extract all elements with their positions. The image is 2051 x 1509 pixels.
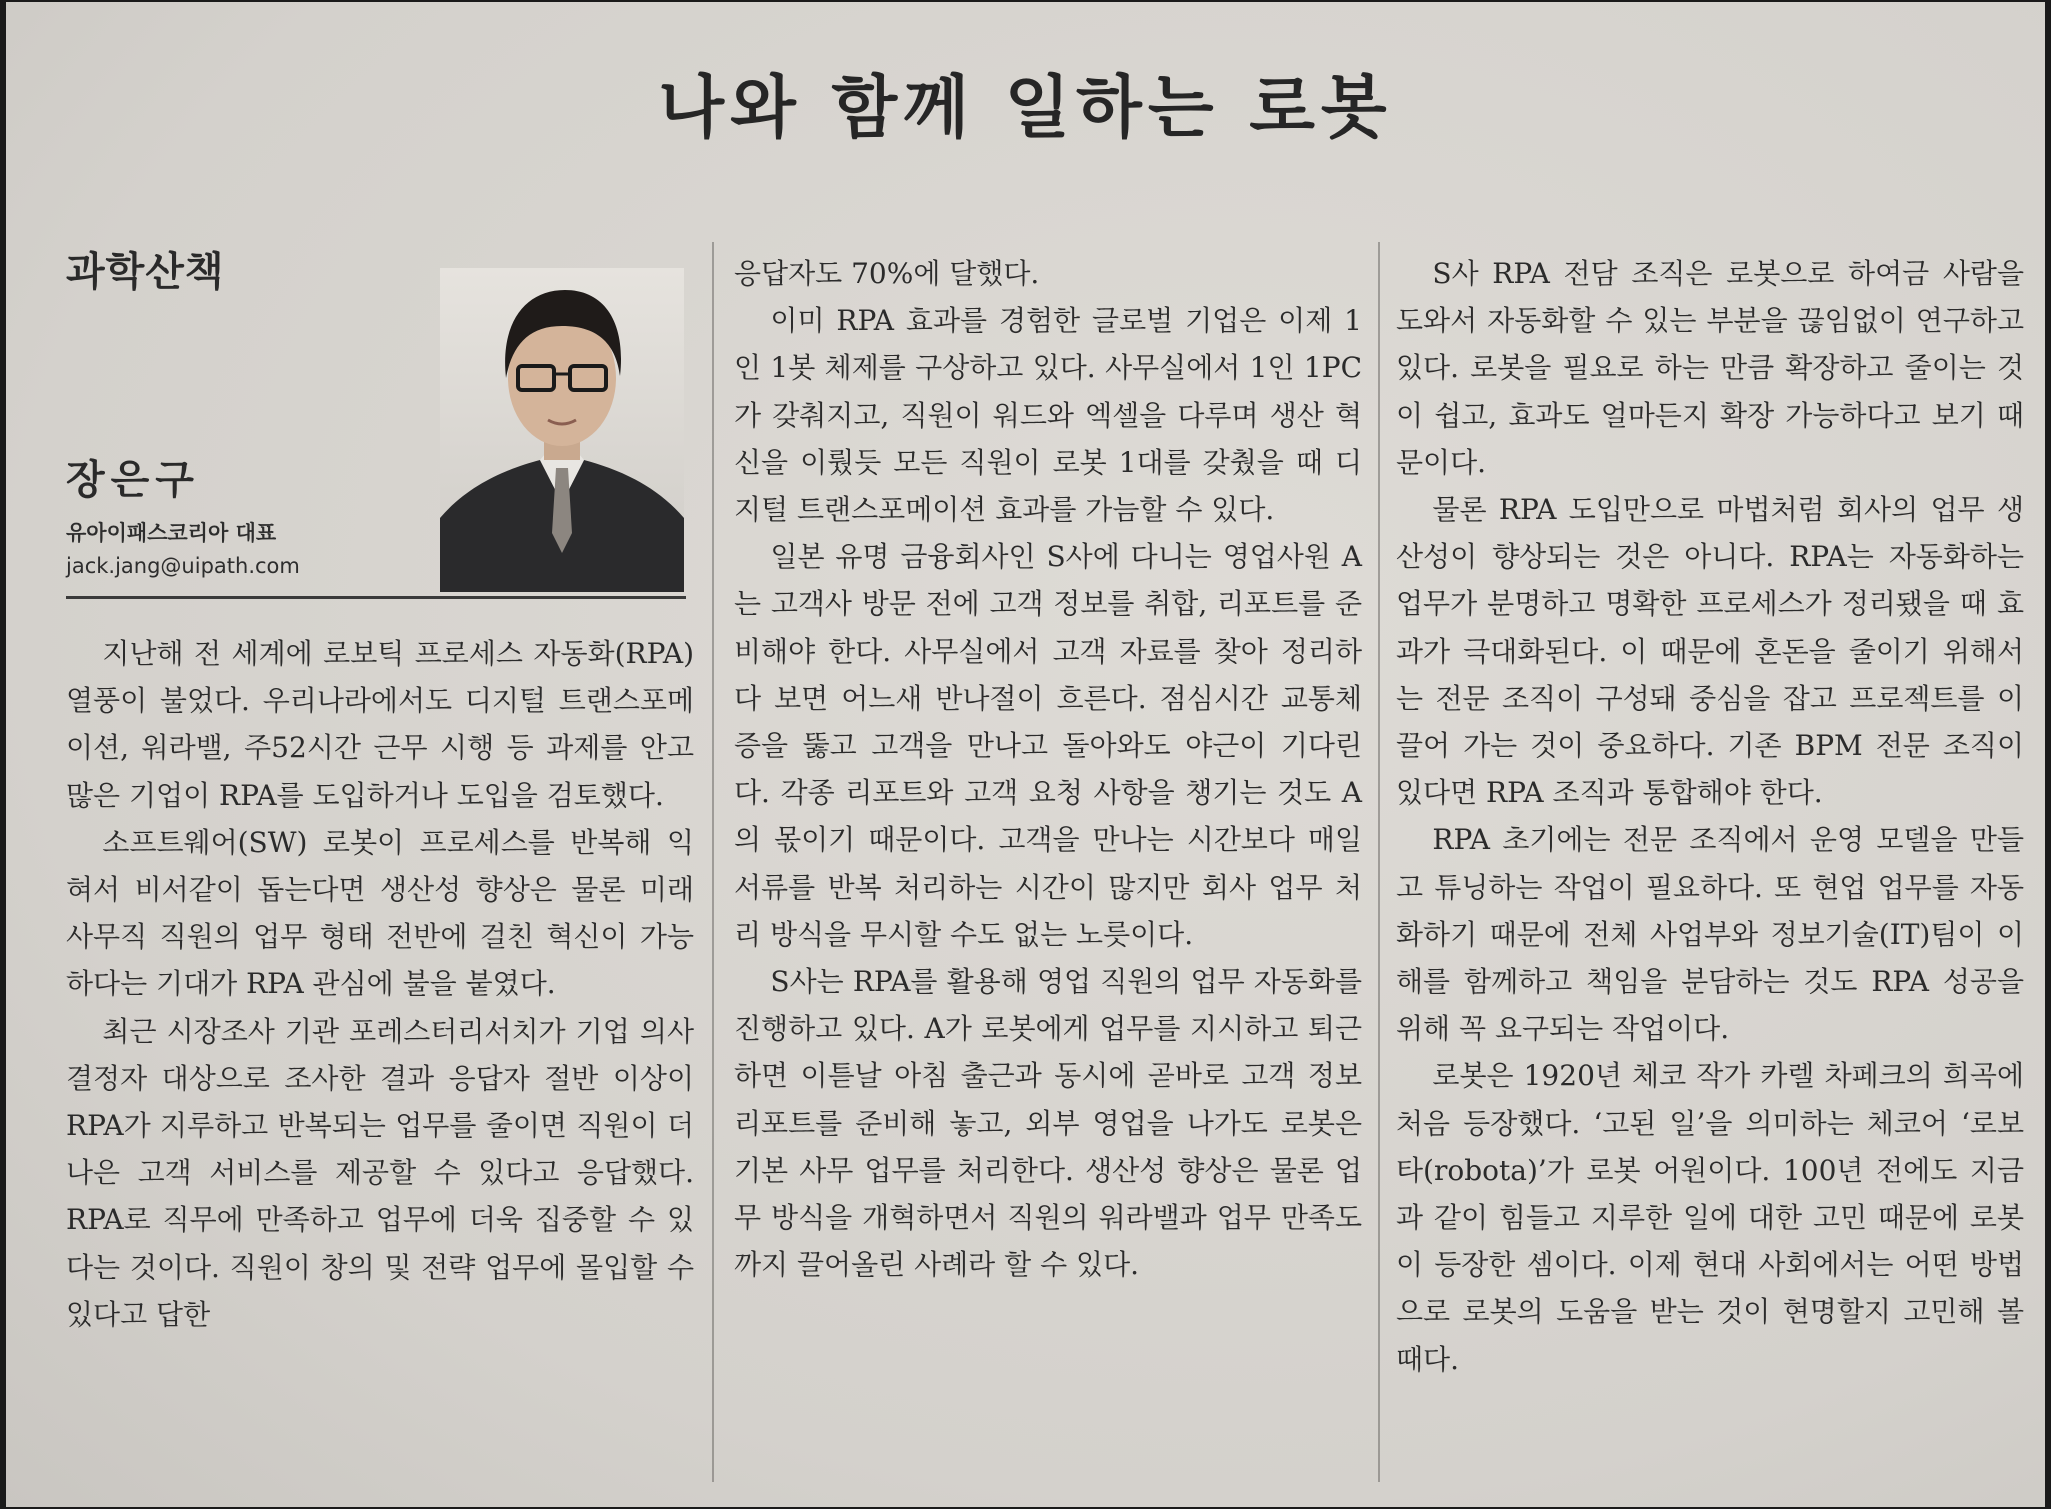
- paragraph: 응답자도 70%에 달했다.: [734, 257, 1040, 290]
- paragraph: 최근 시장조사 기관 포레스터리서치가 기업 의사결정자 대상으로 조사한 결과 응답자 절반 이상이 RPA가 지루하고 반복되는 업무를 줄이면 직원이 더 나은 고객 서비스를 제공할 수 있다고 응답했다. RPA로 직무에 만족하고 업무에 더욱 집중할 수 있다는 것이다. 직원이 창의 및 전략 업무에 몰입할 수 있다고 답한: [66, 1014, 694, 1331]
- paragraph: 소프트웨어(SW) 로봇이 프로세스를 반복해 익혀서 비서같이 돕는다면 생산성 향상은 물론 미래 사무직 직원의 업무 형태 전반에 걸친 혁신이 가능하다는 기대가 RPA 관심에 불을 붙였다.: [66, 825, 694, 1001]
- paragraph: 일본 유명 금융회사인 S사에 다니는 영업사원 A는 고객사 방문 전에 고객 정보를 취합, 리포트를 준비해야 한다. 사무실에서 고객 자료를 찾아 정리하다 보면 어느새 반나절이 흐른다. 점심시간 교통체증을 뚫고 고객을 만나고 돌아와도 야근이 기다린다. 각종 리포트와 고객 요청 사항을 챙기는 것도 A의 몫이기 때문이다. 고객을 만나는 시간보다 매일 서류를 반복 처리하는 시간이 많지만 회사 업무 처리 방식을 무시할 수도 없는 노릇이다.: [734, 540, 1362, 951]
- author-name: 장은구: [66, 457, 200, 503]
- column-label: 과학산책: [66, 249, 225, 295]
- article-column-1: [66, 630, 694, 1338]
- author-portrait-icon: [440, 268, 684, 592]
- paragraph: 물론 RPA 도입만으로 마법처럼 회사의 업무 생산성이 향상되는 것은 아니다. RPA는 자동화하는 업무가 분명하고 명확한 프로세스가 정리됐을 때 효과가 극대화된다. 이 때문에 혼돈을 줄이기 위해서는 전문 조직이 구성돼 중심을 잡고 프로젝트를 이끌어 가는 것이 중요하다. 기존 BPM 전문 조직이 있다면 RPA 조직과 통합해야 한다.: [1396, 493, 2024, 810]
- headline: 나와 함께 일하는 로봇: [658, 69, 1393, 148]
- author-email: jack.jang@uipath.com: [66, 554, 300, 578]
- article-column-2: [734, 250, 1362, 1288]
- column-divider: [712, 242, 714, 1482]
- paragraph: RPA 초기에는 전문 조직에서 운영 모델을 만들고 튜닝하는 작업이 필요하다. 또 현업 업무를 자동화하기 때문에 전체 사업부와 정보기술(IT)팀이 이해를 함께하고 책임을 분담하는 것도 RPA 성공을 위해 꼭 요구되는 작업이다.: [1396, 823, 2025, 1046]
- author-title: 유아이패스코리아 대표: [66, 521, 277, 545]
- paragraph: 로봇은 1920년 체코 작가 카렐 차페크의 희곡에 처음 등장했다. ‘고된 일’을 의미하는 체코어 ‘로보타(robota)’가 로봇 어원이다. 100년 전에도 지금과 같이 힘들고 지루한 일에 대한 고민 때문에 로봇이 등장한 셈이다. 이제 현대 사회에서는 어떤 방법으로 로봇의 도움을 받는 것이 현명할지 고민해 볼 때다.: [1396, 1059, 2024, 1376]
- column-divider: [1378, 242, 1380, 1482]
- article-column-3: [1396, 250, 2024, 1383]
- paragraph: 이미 RPA 효과를 경험한 글로벌 기업은 이제 1인 1봇 체제를 구상하고 있다. 사무실에서 1인 1PC가 갖춰지고, 직원이 워드와 엑셀을 다루며 생산 혁신을 이뤘듯 모든 직원이 로봇 1대를 갖췄을 때 디지털 트랜스포메이션 효과를 가늠할 수 있다.: [734, 304, 1362, 527]
- newspaper-page: [6, 2, 2045, 1507]
- paragraph: S사는 RPA를 활용해 영업 직원의 업무 자동화를 진행하고 있다. A가 로봇에게 업무를 지시하고 퇴근하면 이튿날 아침 출근과 동시에 곧바로 고객 정보 리포트를 준비해 놓고, 외부 영업을 나가도 로봇은 기본 사무 업무를 처리한다. 생산성 향상은 물론 업무 방식을 개혁하면서 직원의 워라밸과 업무 만족도까지 끌어올린 사례라 할 수 있다.: [734, 965, 1362, 1282]
- paragraph: 지난해 전 세계에 로보틱 프로세스 자동화(RPA) 열풍이 불었다. 우리나라에서도 디지털 트랜스포메이션, 워라밸, 주52시간 근무 시행 등 과제를 안고 많은 기업이 RPA를 도입하거나 도입을 검토했다.: [66, 637, 694, 812]
- byline-divider: [66, 596, 686, 599]
- paragraph: S사 RPA 전담 조직은 로봇으로 하여금 사람을 도와서 자동화할 수 있는 부분을 끊임없이 연구하고 있다. 로봇을 필요로 하는 만큼 확장하고 줄이는 것이 쉽고, 효과도 얼마든지 확장 가능하다고 보기 때문이다.: [1396, 257, 2024, 479]
